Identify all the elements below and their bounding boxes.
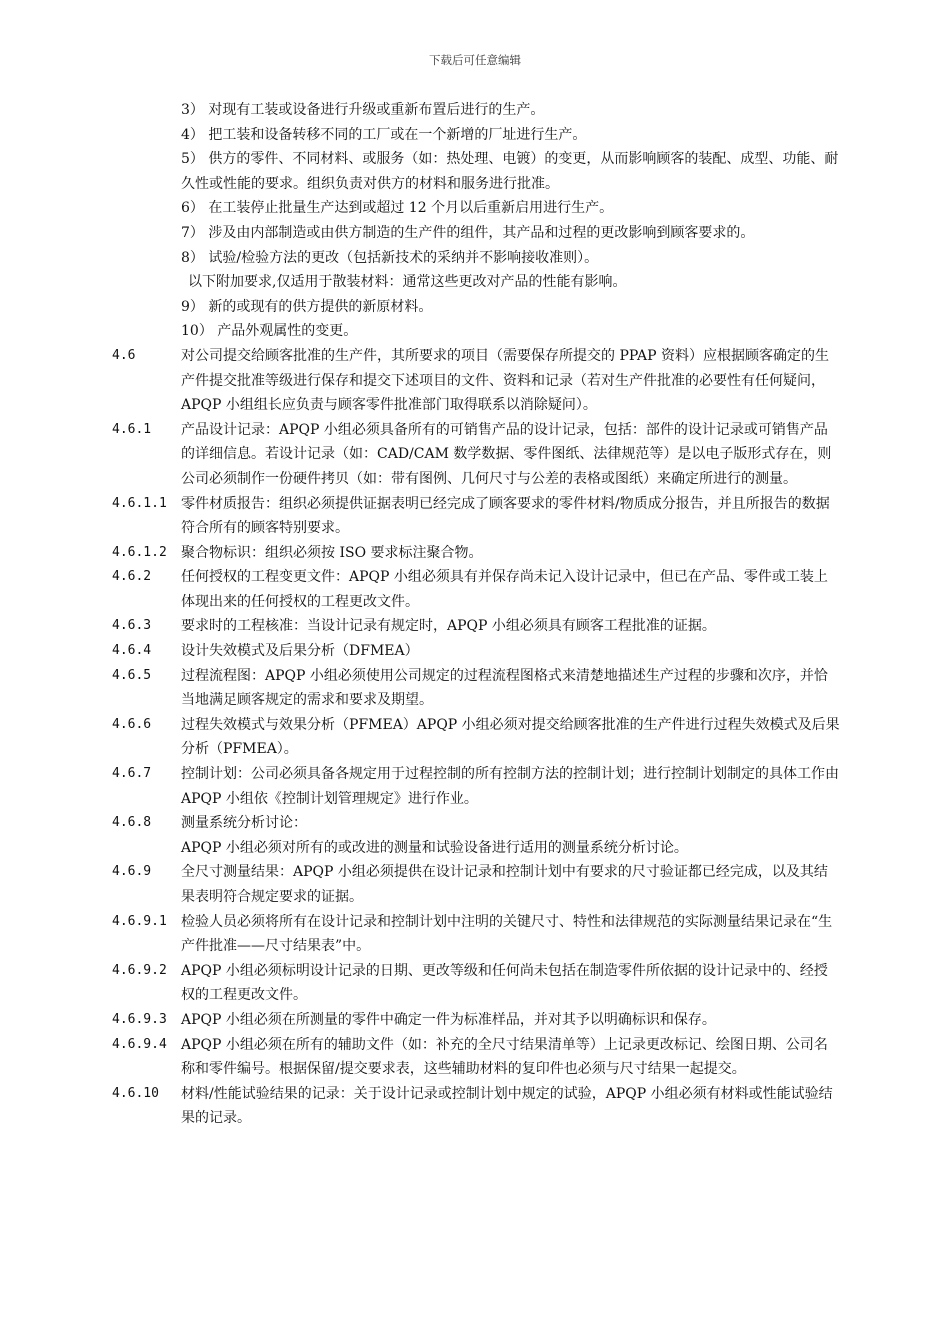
section-text: APQP 小组必须在所测量的零件中确定一件为标准样品，并对其予以明确标识和保存。 [181,1011,716,1028]
section [112,1008,840,1033]
section-number: 4.6.5 [112,667,152,683]
section [112,959,840,1008]
section-text: 要求时的工程核准：当设计记录有规定时，APQP 小组必须具有顾客工程批准的证据。 [181,618,716,635]
section-number: 4.6.3 [112,618,152,634]
list-item: 8） 试验/检验方法的更改（包括新技术的采纳并不影响接收准则）。 [181,249,599,266]
section-text: 全尺寸测量结果：APQP 小组必须提供在设计记录和控制计划中有要求的尺寸验证都已经完成，以及其结果表明符合规定要求的证据。 [181,864,828,905]
section-text: 材料/性能试验结果的记录：关于设计记录或控制计划中规定的试验，APQP 小组必须有材料或性能试验结果的记录。 [181,1085,833,1127]
list-item: 4） 把工装和设备转移不同的工厂或在一个新增的厂址进行生产。 [181,126,587,143]
section [112,344,840,418]
section [112,1082,840,1131]
section [112,713,840,762]
document-body [112,98,840,1131]
section-number: 4.6.10 [112,1085,159,1101]
msa-paragraph: APQP 小组必须对所有的或改进的测量和试验设备进行适用的测量系统分析讨论。 [181,839,688,856]
section-text: 任何授权的工程变更文件：APQP 小组必须具有并保存尚未记入设计记录中，但已在产品、零件或工装上体现出来的任何授权的工程更改文件。 [181,569,828,610]
section-text: 产品设计记录：APQP 小组必须具备所有的可销售产品的设计记录，包括：部件的设计记录或可销售产品的详细信息。若设计记录（如：CAD/CAM 数学数据、零件图纸、法律规范等）是以电子版形式存在，则公司必须制作一份硬件拷贝（如：带有图例、几何尺寸与公差的表格或图纸）来确定所进行的测量。 [181,421,832,487]
section [112,565,840,614]
section-number: 4.6.9.3 [112,1011,167,1027]
section [112,910,840,959]
section-text: APQP 小组必须标明设计记录的日期、更改等级和任何尚未包括在制造零件所依据的设计记录中的、经授权的工程更改文件。 [181,962,828,1004]
section-number: 4.6.9.4 [112,1036,167,1052]
section-text: 聚合物标识：组织必须按 ISO 要求标注聚合物。 [181,544,483,561]
section-text: 设计失效模式及后果分析（DFMEA） [181,643,419,660]
bulk-material-note: 以下附加要求,仅适用于散装材料：通常这些更改对产品的性能有影响。 [188,274,627,291]
section-text: 过程流程图：APQP 小组必须使用公司规定的过程流程图格式来清楚地描述生产过程的步骤和次序，并恰当地满足顾客规定的需求和要求及期望。 [181,667,828,709]
section-number: 4.6.9.2 [112,962,167,978]
section-text: 测量系统分析讨论： [181,815,307,832]
section-number: 4.6.2 [112,569,152,585]
section [112,1033,840,1082]
section-text: 零件材质报告：组织必须提供证据表明已经完成了顾客要求的零件材料/物质成分报告，并且所报告的数据符合所有的顾客特别要求。 [181,495,830,537]
section-text: 对公司提交给顾客批准的生产件，其所要求的项目（需要保存所提交的 PPAP 资料）应根据顾客确定的生产件提交批准等级进行保存和提交下述项目的文件、资料和记录（若对生产件批准的必要性有任何疑问，APQP 小组组长应负责与顾客零件批准部门取得联系以消除疑问）。 [181,347,829,414]
section [112,418,840,492]
section-number: 4.6.8 [112,815,152,831]
section-text: 控制计划：公司必须具备各规定用于过程控制的所有控制方法的控制计划；进行控制计划制定的具体工作由 APQP 小组依《控制计划管理规定》进行作业。 [181,766,839,807]
section-number: 4.6.1.2 [112,544,167,560]
list-item: 5） 供方的零件、不同材料、或服务（如：热处理、电镀）的变更，从而影响顾客的装配、成型、功能、耐久性或性能的要求。组织负责对供方的材料和服务进行批准。 [181,151,839,192]
section-number: 4.6.4 [112,643,152,659]
section-number: 4.6.1.1 [112,495,167,511]
section-number: 4.6.6 [112,716,152,732]
section [112,639,840,664]
section-text: APQP 小组必须在所有的辅助文件（如：补充的全尺寸结果清单等）上记录更改标记、绘图日期、公司名称和零件编号。根据保留/提交要求表，这些辅助材料的复印件也必须与尺寸结果一起提交。 [181,1036,828,1078]
list-item: 9） 新的或现有的供方提供的新原材料。 [181,298,433,315]
section [112,541,840,566]
section-number: 4.6.9 [112,864,152,880]
list-item: 7） 涉及由内部制造或由供方制造的生产件的组件，其产品和过程的更改影响到顾客要求的。 [181,224,755,241]
section-number: 4.6.7 [112,766,152,782]
section-text: 检验人员必须将所有在设计记录和控制计划中注明的关键尺寸、特性和法律规范的实际测量结果记录在“生产件批准——尺寸结果表”中。 [181,913,833,955]
section [112,614,840,639]
page-header: 下载后可任意编辑 [429,53,521,67]
section [112,664,840,713]
section [112,860,840,909]
section-number: 4.6 [112,347,136,363]
list-item: 3） 对现有工装或设备进行升级或重新布置后进行的生产。 [181,102,545,118]
section-number: 4.6.9.1 [112,913,167,929]
list-item: 10） 产品外观属性的变更。 [181,323,358,340]
section [112,762,840,811]
section [112,492,840,541]
section [112,811,840,836]
section-text: 过程失效模式与效果分析（PFMEA）APQP 小组必须对提交给顾客批准的生产件进行过程失效模式及后果分析（PFMEA）。 [181,716,840,758]
list-item: 6） 在工装停止批量生产达到或超过 12 个月以后重新启用进行生产。 [181,200,614,217]
section-number: 4.6.1 [112,421,152,437]
